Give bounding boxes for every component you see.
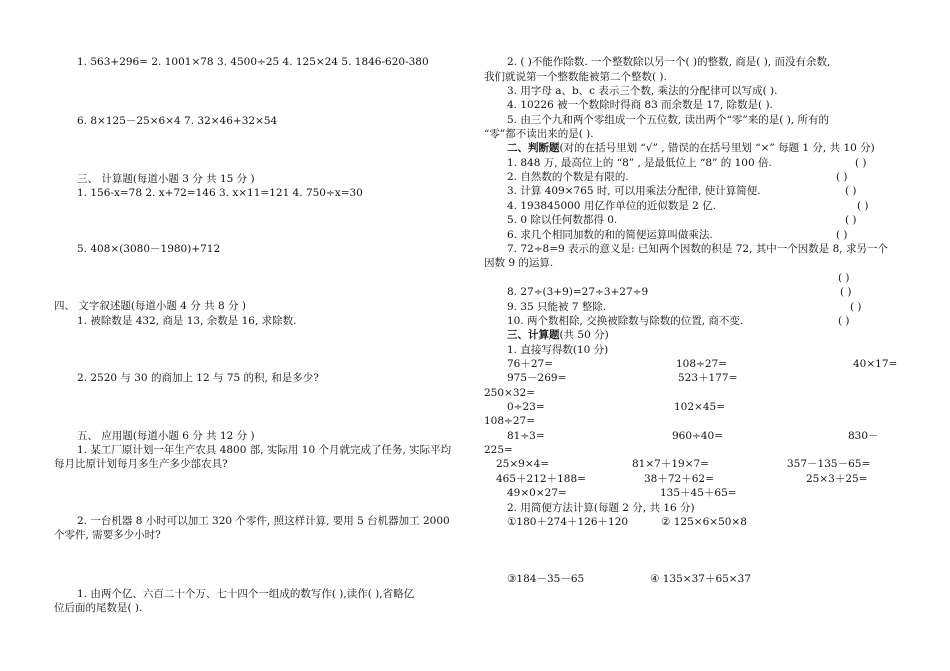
simplify-item-1: ①180＋274＋126＋120 — [507, 516, 629, 528]
mental-calc-item: 108÷27= — [484, 415, 535, 427]
mental-calc-item: 25×9×4= — [496, 458, 550, 470]
calc-title-bold: 三、计算题 — [507, 329, 560, 341]
judge-paren-6[interactable]: ( ) — [836, 229, 848, 241]
judge-paren-1[interactable]: ( ) — [855, 157, 867, 169]
judge-item-10: 10. 两个数相除, 交换被除数与除数的位置, 商不变. — [507, 315, 744, 327]
judge-paren-5[interactable]: ( ) — [845, 214, 857, 226]
judge-paren-8[interactable]: ( ) — [840, 286, 852, 298]
word-question-1: 1. 被除数是 432, 商是 13, 余数是 16, 求除数. — [77, 315, 297, 327]
section-4-title: 四、 文字叙述题(每道小题 4 分 共 8 分 ) — [54, 300, 246, 312]
equation-line-1: 1. 156-x=78 2. x+72=146 3. x×11=121 4. 750÷x=30 — [77, 187, 363, 199]
equation-line-2: 5. 408×(3080－1980)+712 — [77, 243, 221, 255]
fill-question-3: 3. 用字母 a、b、c 表示三个数, 乘法的分配律可以写成( ). — [507, 85, 778, 97]
fill-question-1-b: 位后面的尾数是( ). — [54, 602, 143, 614]
judge-item-2: 2. 自然数的个数是有限的. — [507, 171, 629, 183]
calc-subsection-1: 1. 直接写得数(10 分) — [507, 344, 609, 356]
mental-calc-item: 465＋212＋188= — [496, 473, 586, 485]
fill-question-5-b: “零”都不读出来的是( ). — [484, 128, 594, 140]
calc-subsection-2: 2. 用简便方法计算(每题 2 分, 共 16 分) — [507, 502, 695, 514]
judge-item-7-a: 7. 72÷8=9 表示的意义是: 已知两个因数的积是 72, 其中一个因数是 8, 求另一个 — [507, 243, 888, 255]
judge-item-3: 3. 计算 409×765 时, 可以用乘法分配律, 使计算简便. — [507, 185, 761, 197]
fill-question-4: 4. 10226 被一个数除时得商 83 而余数是 17, 除数是( ). — [507, 99, 773, 111]
mental-calc-item: 0÷23= — [507, 401, 545, 413]
judge-paren-10[interactable]: ( ) — [838, 315, 850, 327]
arith-line-1: 1. 563+296= 2. 1001×78 3. 4500÷25 4. 125×24 5. 1846-620-380 — [77, 56, 429, 68]
judge-section-title — [507, 141, 875, 155]
section-3-title: 三、 计算题(每道小题 3 分 共 15 分 ) — [77, 173, 255, 185]
mental-calc-item: 225= — [484, 444, 513, 456]
application-question-1-b: 每月比原计划每月多生产多少部农具? — [54, 458, 228, 470]
section-5-title: 五、 应用题(每道小题 6 分 共 12 分 ) — [77, 430, 255, 442]
application-question-1-a: 1. 某工厂原计划一年生产农具 4800 部, 实际用 10 个月就完成了任务, 实际平均 — [77, 444, 452, 456]
mental-calc-item: 102×45= — [674, 401, 725, 413]
mental-calc-item: 76＋27= — [507, 358, 554, 370]
simplify-item-4: ④ 135×37＋65×37 — [650, 573, 751, 585]
mental-calc-item: 250×32= — [484, 387, 535, 399]
fill-question-2-b: 我们就说第一个整数能被第二个整数( ). — [484, 71, 667, 83]
mental-calc-item: 25×3＋25= — [806, 473, 868, 485]
mental-calc-item: 357－135－65= — [787, 458, 871, 470]
mental-calc-item: 38＋72＋62= — [644, 473, 714, 485]
judge-paren-2[interactable]: ( ) — [836, 171, 848, 183]
fill-question-1-a: 1. 由两个亿、六百二十个万、七十四个一组成的数写作( ),读作( ),省略亿 — [77, 588, 415, 600]
arith-line-2: 6. 8×125－25×6×4 7. 32×46+32×54 — [77, 115, 278, 127]
judge-item-1: 1. 848 万, 最高位上的 “8” , 是最低位上 “8” 的 100 倍. — [507, 157, 772, 169]
mental-calc-item: 108÷27= — [676, 358, 727, 370]
judge-item-4: 4. 193845000 用亿作单位的近似数是 2 亿. — [507, 200, 717, 212]
mental-calc-item: 523＋177= — [678, 372, 738, 384]
mental-calc-item: 81×7＋19×7= — [632, 458, 709, 470]
application-question-2-b: 个零件, 需要多少小时? — [54, 529, 161, 541]
mental-calc-item: 975－269= — [507, 372, 567, 384]
mental-calc-item: 135＋45＋65= — [660, 487, 737, 499]
mental-calc-item: 830－ — [848, 430, 879, 442]
calc-section-title — [507, 328, 609, 342]
mental-calc-item: 40×17= — [853, 358, 898, 370]
calc-title-rest: (共 50 分) — [559, 329, 609, 341]
judge-item-7-b: 因数 9 的运算. — [484, 257, 554, 269]
judge-title-rest: (对的在括号里划 “√” , 错误的在括号里划 “×” 每题 1 分, 共 10 分) — [559, 142, 875, 154]
judge-paren-7[interactable]: ( ) — [838, 272, 850, 284]
mental-calc-item: 49×0×27= — [507, 487, 567, 499]
word-question-2: 2. 2520 与 30 的商加上 12 与 75 的积, 和是多少? — [77, 372, 319, 384]
simplify-item-3: ③184－35－65 — [507, 573, 585, 585]
judge-item-9: 9. 35 只能被 7 整除. — [507, 301, 607, 313]
judge-item-6: 6. 求几个相同加数的和的简便运算叫做乘法. — [507, 229, 713, 241]
fill-question-5-a: 5. 由三个九和两个零组成一个五位数, 读出两个“零”来的是( ), 所有的 — [507, 114, 829, 126]
mental-calc-item: 81÷3= — [507, 430, 545, 442]
judge-item-8: 8. 27÷(3+9)=27÷3+27÷9 — [507, 286, 649, 298]
judge-paren-9[interactable]: ( ) — [850, 301, 862, 313]
simplify-item-2: ② 125×6×50×8 — [661, 516, 747, 528]
fill-question-2-a: 2. ( )不能作除数. 一个整数除以另一个( )的整数, 商是( ), 而没有余数, — [507, 56, 831, 68]
application-question-2-a: 2. 一台机器 8 小时可以加工 320 个零件, 照这样计算, 要用 5 台机器加工 2000 — [77, 515, 450, 527]
judge-paren-4[interactable]: ( ) — [857, 200, 869, 212]
judge-paren-3[interactable]: ( ) — [845, 185, 857, 197]
judge-title-bold: 二、判断题 — [507, 142, 560, 154]
judge-item-5: 5. 0 除以任何数都得 0. — [507, 214, 618, 226]
mental-calc-item: 960÷40= — [672, 430, 723, 442]
